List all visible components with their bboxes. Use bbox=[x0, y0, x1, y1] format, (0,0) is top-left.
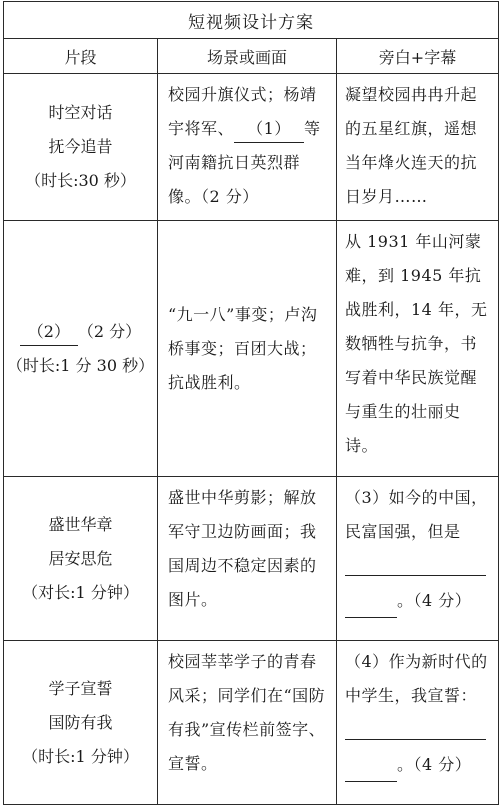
header-segment: 片段 bbox=[4, 39, 158, 74]
segment-title: 时空对话 bbox=[48, 103, 113, 122]
segment-subtitle: 抚今追昔 bbox=[48, 137, 113, 156]
segment-cell bbox=[4, 477, 158, 641]
segment-cell bbox=[4, 641, 158, 805]
header-narration: 旁白+字幕 bbox=[337, 39, 499, 74]
score-text: 。（4 分） bbox=[397, 755, 472, 774]
answer-blank-3[interactable] bbox=[345, 595, 397, 618]
scene-cell bbox=[158, 74, 337, 221]
segment-score: （2 分） bbox=[77, 321, 142, 341]
narration-text: （3）如今的中国，民富国强，但是 bbox=[345, 488, 488, 541]
segment-duration: （对长:1 分钟） bbox=[22, 582, 139, 602]
design-plan-table bbox=[3, 1, 499, 805]
narration-cell bbox=[337, 641, 499, 805]
narration-text: （4）作为新时代的中学生，我宣誓： bbox=[345, 652, 488, 705]
fill-blank-2[interactable]: （2） bbox=[20, 319, 78, 346]
scene-cell: 盛世中华剪影；解放军守卫边防画面；我国周边不稳定因素的图片。 bbox=[158, 477, 337, 641]
segment-subtitle: 国防有我 bbox=[48, 712, 113, 732]
scene-text: 校园升旗仪式；杨靖宇将军、 bbox=[168, 85, 317, 138]
segment-cell bbox=[4, 74, 158, 221]
scene-cell: “九一八”事变；卢沟桥事变；百团大战；抗战胜利。 bbox=[158, 221, 337, 477]
narration-cell: 凝望校园冉冉升起的五星红旗，遥想当年烽火连天的抗日岁月…… bbox=[337, 74, 499, 221]
narration-cell: 从 1931 年山河蒙难，到 1945 年抗战胜利，14 年，无数牺牲与抗争，书写着中华民族觉醒与重生的壮丽史诗。 bbox=[337, 221, 499, 477]
table-title: 短视频设计方案 bbox=[4, 2, 499, 39]
segment-title: 盛世华章 bbox=[48, 514, 113, 534]
segment-duration: （时长:30 秒） bbox=[25, 171, 136, 190]
segment-cell bbox=[4, 221, 158, 477]
table-row bbox=[4, 74, 499, 221]
scene-cell: 校园莘莘学子的青春风采；同学们在“国防有我”宣传栏前签字、宣誓。 bbox=[158, 641, 337, 805]
segment-title: 学子宣誓 bbox=[48, 678, 113, 698]
answer-blank-4[interactable] bbox=[345, 759, 397, 782]
segment-answer-line bbox=[4, 315, 157, 349]
score-text: 。（4 分） bbox=[397, 591, 472, 610]
answer-line-3[interactable] bbox=[345, 549, 486, 576]
segment-duration: （时长:1 分钟） bbox=[22, 746, 139, 766]
segment-subtitle: 居安思危 bbox=[48, 548, 113, 568]
table-row bbox=[4, 641, 499, 805]
segment-duration: （时长:1 分 30 秒） bbox=[6, 355, 155, 375]
answer-end-line bbox=[345, 755, 471, 774]
header-scene: 场景或画面 bbox=[158, 39, 337, 74]
table-row bbox=[4, 477, 499, 641]
narration-cell bbox=[337, 477, 499, 641]
answer-line-4[interactable] bbox=[345, 713, 486, 740]
fill-blank-1[interactable]: （1） bbox=[234, 116, 304, 143]
answer-end-line bbox=[345, 591, 471, 610]
scene-text-after: 等河南籍抗日英烈群像。（2 分） bbox=[168, 119, 321, 206]
table-row bbox=[4, 221, 499, 477]
